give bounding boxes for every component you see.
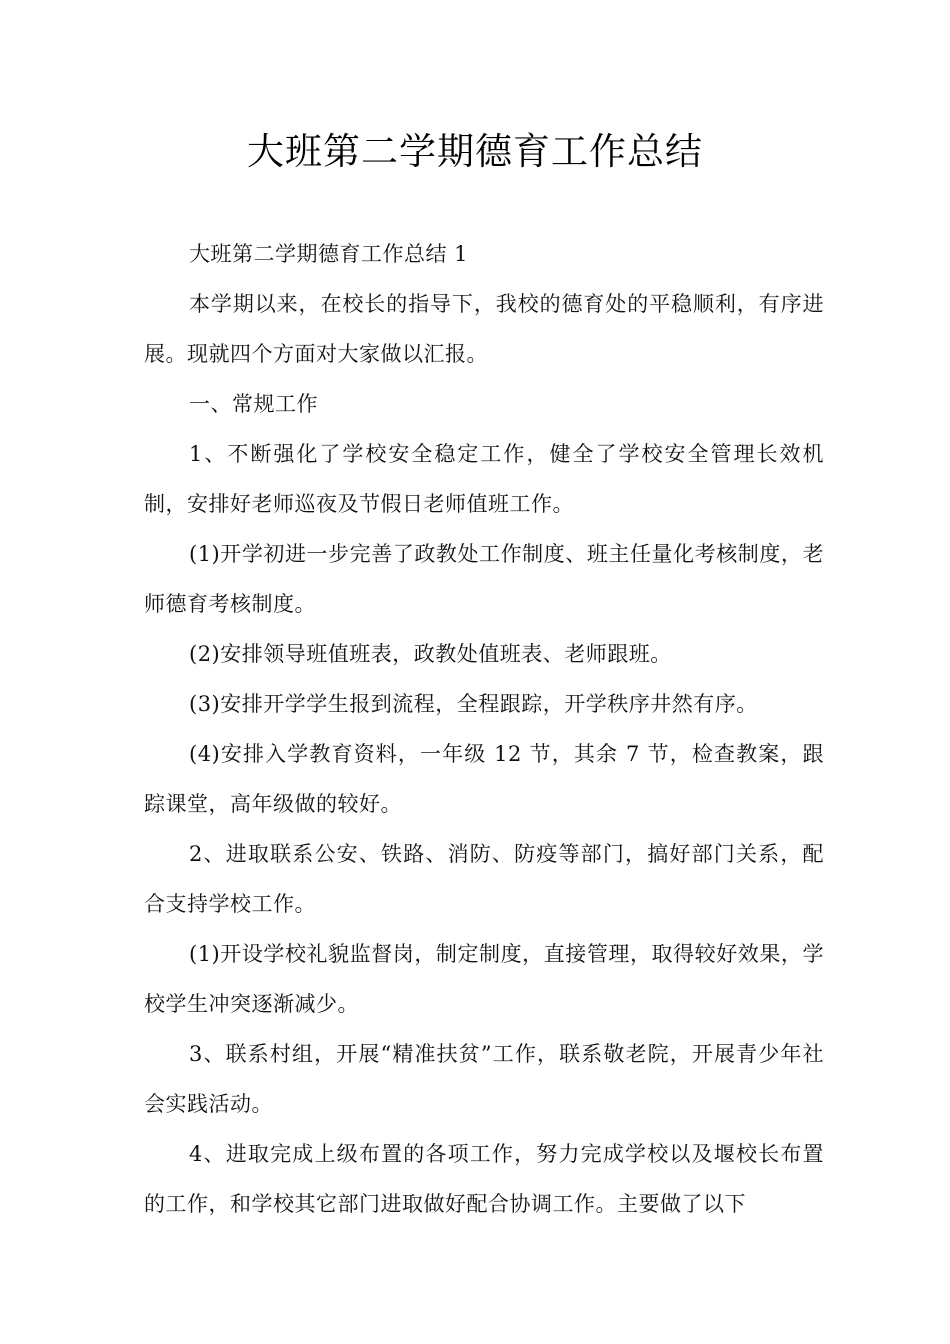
paragraph-subitem-1-2: (2)安排领导班值班表，政教处值班表、老师跟班。 [189, 642, 672, 666]
paragraph-item-1: 1、不断强化了学校安全稳定工作，健全了学校安全管理长效机制，安排好老师巡夜及节假日老师值班工作。 [144, 442, 824, 516]
paragraph-subitem-1-4: (4)安排入学教育资料，一年级 12 节，其余 7 节，检查教案，跟踪课堂，高年级做的较好。 [144, 742, 824, 816]
document-title: 大班第二学期德育工作总结 [247, 130, 703, 173]
paragraph-intro: 本学期以来，在校长的指导下，我校的德育处的平稳顺利，有序进展。现就四个方面对大家做以汇报。 [144, 292, 824, 366]
paragraph-subtitle: 大班第二学期德育工作总结 1 [189, 242, 469, 266]
paragraph-item-2: 2、进取联系公安、铁路、消防、防疫等部门，搞好部门关系，配合支持学校工作。 [144, 842, 824, 916]
document-body [144, 229, 824, 1229]
paragraph-subitem-1-3: (3)安排开学学生报到流程，全程跟踪，开学秩序井然有序。 [189, 692, 758, 716]
paragraph-item-4: 4、进取完成上级布置的各项工作，努力完成学校以及堰校长布置的工作，和学校其它部门进取做好配合协调工作。主要做了以下 [144, 1142, 824, 1216]
paragraph-subitem-2-1: (1)开设学校礼貌监督岗，制定制度，直接管理，取得较好效果，学校学生冲突逐渐减少。 [144, 942, 824, 1016]
paragraph-item-3: 3、联系村组，开展“精准扶贫”工作，联系敬老院，开展青少年社会实践活动。 [144, 1042, 824, 1116]
paragraph-subitem-1-1: (1)开学初进一步完善了政教处工作制度、班主任量化考核制度，老师德育考核制度。 [144, 542, 824, 616]
section-heading-routine-work: 一、常规工作 [189, 392, 318, 416]
